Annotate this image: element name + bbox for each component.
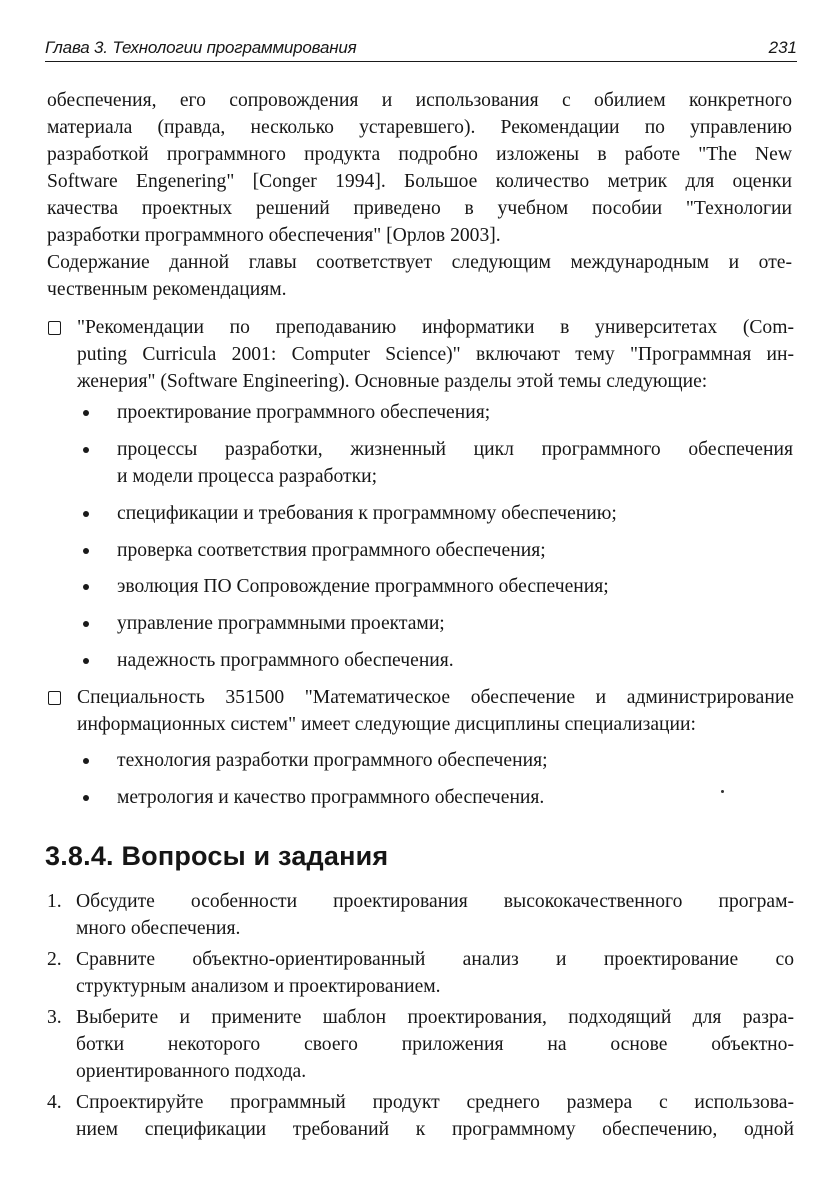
bullet-dot-icon: [83, 447, 89, 453]
text-line: Software Engenering" [Conger 1994]. Большое количество метрик для оценки: [47, 171, 792, 192]
bullet-text: проверка соответствия программного обеспечения;: [117, 540, 546, 561]
bullet-text: процессы разработки, жизненный цикл программного обеспечения: [117, 439, 793, 460]
text-line: Специальность 351500 "Математическое обеспечение и администрирование: [77, 687, 794, 708]
text-line: разработкой программного продукта подробно изложены в работе "The New: [47, 144, 792, 165]
chapter-title: Глава 3. Технологии программирования: [45, 38, 357, 57]
running-header: [45, 36, 797, 58]
text-line: чественным рекомендациям.: [47, 279, 287, 300]
bullet-dot-icon: [83, 658, 89, 664]
bullet-text: управление программными проектами;: [117, 613, 445, 634]
text-line: ботки некоторого своего приложения на основе объектно-: [76, 1034, 794, 1055]
bullet-text: метрология и качество программного обеспечения.: [117, 787, 545, 808]
recommendation-text: [77, 314, 794, 395]
text-line: Сравните объектно-ориентированный анализ и проектирование со: [76, 949, 794, 970]
text-line: Спроектируйте программный продукт среднего размера с использова-: [76, 1092, 794, 1113]
question-number: 4.: [47, 1092, 62, 1113]
text-line: Содержание данной главы соответствует следующим международным и оте-: [47, 252, 792, 273]
text-line: обеспечения, его сопровождения и использования с обилием конкретного: [47, 90, 792, 111]
section-heading: 3.8.4. Вопросы и задания: [45, 841, 389, 871]
text-line: женерия" (Software Engineering). Основные разделы этой темы следующие:: [77, 371, 708, 392]
text-line: информационных систем" имеет следующие дисциплины специализации:: [77, 714, 696, 735]
intro-paragraph: [47, 87, 792, 249]
text-line: разработки программного обеспечения" [Орлов 2003].: [47, 225, 501, 246]
bullet-text: надежность программного обеспечения.: [117, 650, 454, 671]
content-paragraph: [47, 249, 792, 303]
text-line: puting Curricula 2001: Computer Science)" включают тему "Программная ин-: [77, 344, 794, 365]
bullet-dot-icon: [83, 410, 89, 416]
text-line: материала (правда, несколько устаревшего). Рекомендации по управлению: [47, 117, 792, 138]
text-line: нием спецификации требований к программному обеспечению, одной: [76, 1119, 794, 1140]
question-number: 1.: [47, 891, 62, 912]
bullet-dot-icon: [83, 511, 89, 517]
bullet-text: технология разработки программного обеспечения;: [117, 750, 548, 771]
question-number: 3.: [47, 1007, 62, 1028]
checkbox-square-icon: [48, 321, 61, 335]
header-rule: [45, 61, 797, 62]
text-line: много обеспечения.: [76, 918, 241, 939]
checkbox-square-icon: [48, 691, 61, 705]
text-line: Обсудите особенности проектирования высококачественного програм-: [76, 891, 794, 912]
bullet-text: проектирование программного обеспечения;: [117, 402, 491, 423]
text-line: Выберите и примените шаблон проектирования, подходящий для разра-: [76, 1007, 794, 1028]
bullet-text: эволюция ПО Сопровождение программного обеспечения;: [117, 576, 609, 597]
text-line: качества проектных решений приведено в учебном пособии "Технологии: [47, 198, 792, 219]
scan-speck: [721, 790, 724, 793]
page-number: 231: [768, 38, 797, 57]
bullet-dot-icon: [83, 548, 89, 554]
bullet-text: и модели процесса разработки;: [117, 466, 378, 487]
bullet-dot-icon: [83, 795, 89, 801]
bullet-dot-icon: [83, 758, 89, 764]
text-line: структурным анализом и проектированием.: [76, 976, 441, 997]
bullet-dot-icon: [83, 621, 89, 627]
question-number: 2.: [47, 949, 62, 970]
text-line: "Рекомендации по преподаванию информатики в университетах (Com-: [77, 317, 794, 338]
bullet-dot-icon: [83, 584, 89, 590]
text-line: ориентированного подхода.: [76, 1061, 307, 1082]
recommendation-text: [77, 684, 794, 738]
bullet-text: спецификации и требования к программному обеспечению;: [117, 503, 617, 524]
